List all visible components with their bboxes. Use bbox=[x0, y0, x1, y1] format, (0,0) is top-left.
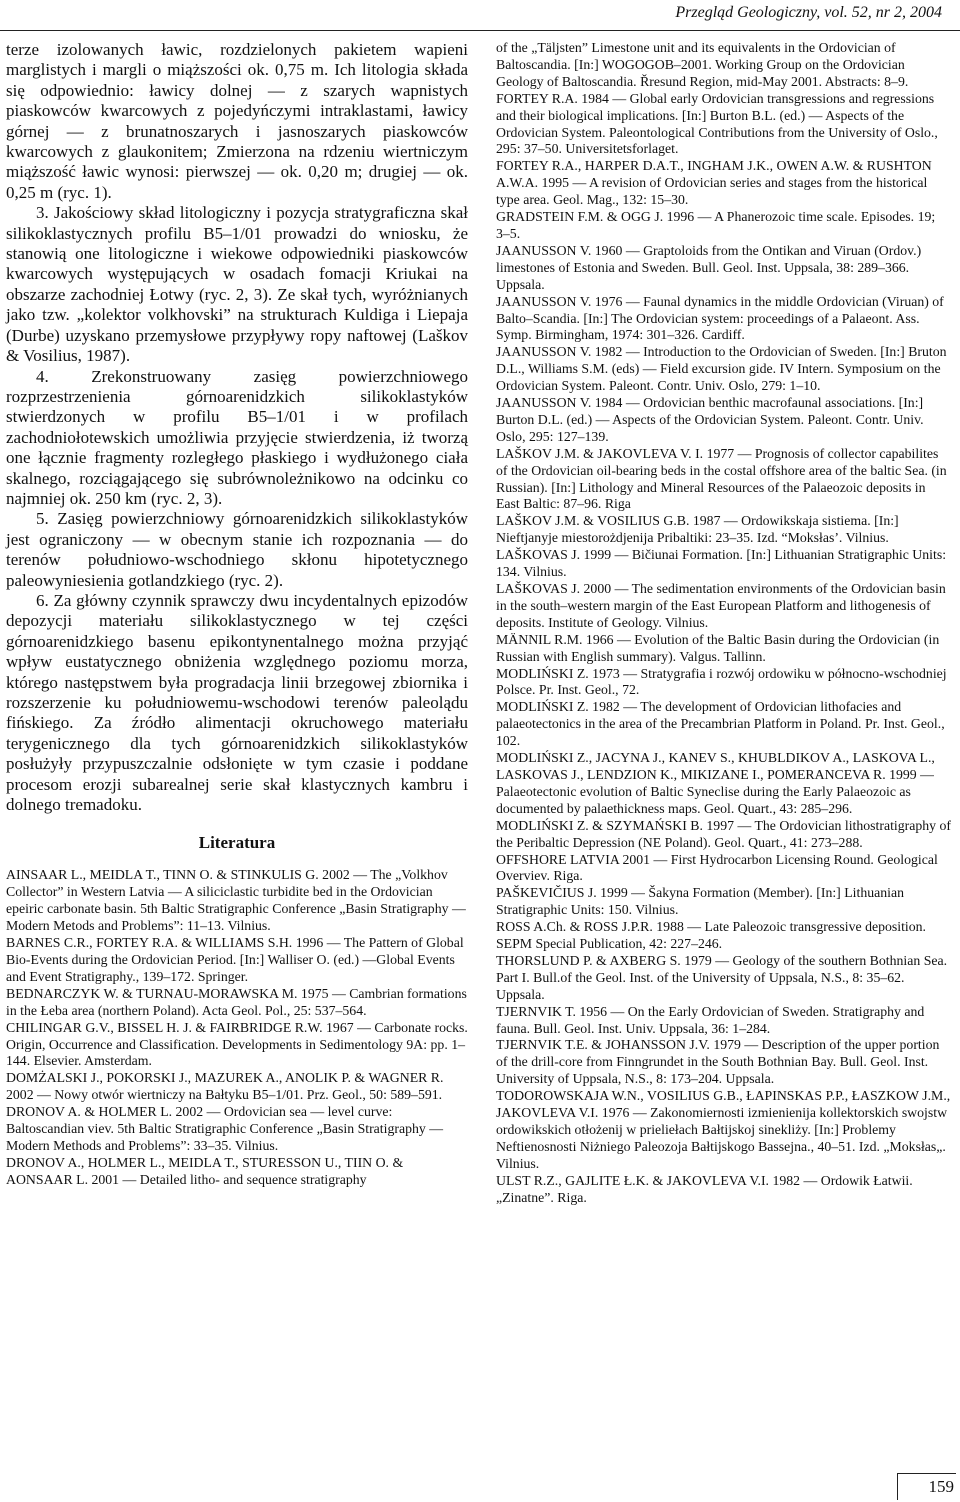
reference-entry: DRONOV A. & HOLMER L. 2002 — Ordovician sea — level curve: Baltoscandian viev. 5th Baltic Stratigraphic Conference „Basin Stratigraphy — Modern Methods and Problems”: 33–35. Vilnius. bbox=[6, 1104, 444, 1153]
page-header bbox=[0, 0, 960, 31]
reference-entry: LAŠKOVAS J. 1999 — Bičiunai Formation. [In:] Lithuanian Stratigraphic Units: 134. Vilnius. bbox=[496, 547, 947, 580]
reference-entry: JAANUSSON V. 1982 — Introduction to the Ordovician of Sweden. [In:] Bruton D.L., Williams S.M. (eds) — Field excursion gide. IV Intern. Symposium on the Ordovician System. Paleont. Contr. Univ. Oslo, 279: 1–10. bbox=[496, 344, 947, 394]
reference-entry: DRONOV A., HOLMER L., MEIDLA T., STURESSON U., TIIN O. & AONSAAR L. 2001 — Detailed litho- and sequence stratigraphy bbox=[6, 1154, 404, 1187]
reference-entry: DOMŻALSKI J., POKORSKI J., MAZUREK A., ANOLIK P. & WAGNER R. 2002 — Nowy otwór wiertniczy na Bałtyku B5–1/01. Prz. Geol., 50: 589–591. bbox=[6, 1070, 444, 1103]
reference-entry: TODOROWSKAJA W.N., VOSILIUS G.B., ŁAPINSKAS P.P., ŁASZKOW J.M., JAKOVLEVA V.I. 1976 — Zakonomiernosti izmienienija kollektorskich swojstw ordowikskich otłożenij w prieliełach Bałtijskoj sinekliży. [In:] Problemy Neftienosnosti Niżniego Paleozoja Bałtijskogo Bassejna., 40–51. Izd. „Moksłas„. Vilnius. bbox=[496, 1088, 951, 1171]
reference-entry: MODLIŃSKI Z. 1982 — The development of Ordovician lithofacies and palaeotectonics in the area of the Precambrian Platform in Poland. Pr. Inst. Geol., 102. bbox=[496, 699, 945, 749]
reference-entry: OFFSHORE LATVIA 2001 — First Hydrocarbon Licensing Round. Geological Overviev. Riga. bbox=[496, 851, 938, 884]
reference-entry: MODLIŃSKI Z. & SZYMAŃSKI B. 1997 — The Ordovician lithostratigraphy of the Peribaltic Depression (NE Poland). Geol. Quart., 41: 273–288. bbox=[496, 817, 952, 850]
reference-entry: CHILINGAR G.V., BISSEL H. J. & FAIRBRIDGE R.W. 1967 — Carbonate rocks. Origin, Occurrence and Classification. Developments in Sedimentology 9A: pp. 1–144. Elsevier. Amsterdam. bbox=[6, 1019, 468, 1069]
paragraph-5: 5. Zasięg powierzchniowy górnoarenidzkich silikoklastyków jest ograniczony — w obecnym stanie ich rozpoznania — do terenów południowo-wschodniego skłonu hipotetycznego paleowyniesienia gotlandzkiego (ryc. 2). bbox=[6, 509, 468, 590]
reference-entry: JAANUSSON V. 1984 — Ordovician benthic macrofaunal associations. [In:] Burton D.L. (ed.) — Aspects of the Ordovician System. Paleont. Contr. Univ. Oslo, 295: 127–139. bbox=[496, 395, 924, 444]
right-column bbox=[496, 40, 952, 1207]
journal-title: Przegląd Geologiczny, vol. 52, nr 2, 2004 bbox=[675, 4, 942, 21]
reference-entry: MODLIŃSKI Z., JACYNA J., KANEV S., KHUBLDIKOV A., LASKOVA L., LASKOVAS J., LENDZION K., MIKIZANE I., POMERANCEVA R. 1999 — Palaeotectonic evolution of Baltic Syneclise during the Early Palaeozoic as documented by palaethickness maps. Geol. Quart., 43: 285–296. bbox=[496, 750, 935, 816]
reference-entry: TJERNVIK T. 1956 — On the Early Ordovician of Sweden. Stratigraphy and fauna. Bull. Geol. Inst. Univ. Uppsala, 36: 1–284. bbox=[496, 1003, 925, 1036]
reference-entry: LAŠKOVAS J. 2000 — The sedimentation environments of the Ordovician basin in the south–western margin of the East European Platform and lithogenesis of deposits. Institute of Geology. Vilnius. bbox=[496, 581, 946, 630]
paragraph-4: 4. Zrekonstruowany zasięg powierzchniowego rozprzestrzenienia górnoarenidzkich silikoklastyków stwierdzonych w profilu B5–1/01 i w profilach zachodniołotewskich umożliwia przyjęcie stwierdzenia, iż tworzą one łącznie fragmenty rozległego płaskiego i wydłużonego ciała skalnego, rozciągającego się subrównoleżnikowo na odcinku co najmniej ok. 250 km (ryc. 2, 3). bbox=[6, 366, 468, 508]
reference-entry: LAŠKOV J.M. & JAKOVLEVA V. I. 1977 — Prognosis of collector capabilites of the Ordovician oil-bearing beds in the costal offshore area of the baltic Sea. (in Russian). [In:] Lithology and Mineral Resources of the Palaeozoic deposits in East Baltic: 87–96. Riga bbox=[496, 445, 947, 512]
reference-entry: ULST R.Z., GAJLITE Ł.K. & JAKOVLEVA V.I. 1982 — Ordowik Łatwii. „Zinatne”. Riga. bbox=[496, 1172, 913, 1205]
reference-entry: PAŠKEVIČIUS J. 1999 — Šakyna Formation (Member). [In:] Lithuanian Stratigraphic Units: 150. Vilnius. bbox=[496, 885, 904, 918]
reference-entry: TJERNVIK T.E. & JOHANSSON J.V. 1979 — Description of the upper portion of the drill-core from Finngrundet in the South Bothnian Bay. Bull. Geol. Inst. University of Uppsala, N.S., 8: 173–204. Uppsala. bbox=[496, 1037, 940, 1087]
reference-entry: THORSLUND P. & AXBERG S. 1979 — Geology of the southern Bothnian Sea. Part I. Bull.of the Geol. Inst. of the University of Uppsala, N.S., 8: 35–62. Uppsala. bbox=[496, 952, 948, 1002]
reference-entry: LAŠKOV J.M. & VOSILIUS G.B. 1987 — Ordowikskaja sistiema. [In:] Nieftjanyje miestorożdjenija Pribaltiki: 23–35. Izd. “Moksłas’. Vilnius. bbox=[496, 513, 899, 546]
section-title-literatura: Literatura bbox=[198, 833, 276, 853]
reference-entry: JAANUSSON V. 1976 — Faunal dynamics in the middle Ordovician (Viruan) of Balto–Scandia. [In:] The Ordovician system: proceedings of a Palaeont. Ass. Symp. Birmingham, 1974: 301–326. Cardiff. bbox=[496, 293, 944, 343]
reference-list-right bbox=[496, 40, 952, 1207]
reference-entry: MÄNNIL R.M. 1966 — Evolution of the Baltic Basin during the Ordovician (in Russian with English summary). Valgus. Tallinn. bbox=[496, 631, 940, 664]
reference-entry: of the „Täljsten” Limestone unit and its equivalents in the Ordovician of Baltoscandia. [In:] WOGOGOB–2001. Working Group on the Ordovician Geology of Baltoscandia. Řresund Region, mid-May 2001. Abstracts: 8–9. bbox=[496, 40, 909, 89]
reference-entry: FORTEY R.A. 1984 — Global early Ordovician transgressions and regressions and their biological implications. [In:] Burton B.L. (ed.) — Aspects of the Ordovician System. Paleontological Contributions from the University of Oslo., 295: 37–50. Universitetsforlaget. bbox=[496, 90, 938, 157]
reference-entry: GRADSTEIN F.M. & OGG J. 1996 — A Phanerozoic time scale. Episodes. 19; 3–5. bbox=[496, 209, 936, 241]
page-number: 159 bbox=[897, 1473, 956, 1500]
reference-entry: BEDNARCZYK W. & TURNAU-MORAWSKA M. 1975 — Cambrian formations in the Łeba area (northern Poland). Acta Geol. Pol., 25: 537–564. bbox=[6, 985, 467, 1018]
paragraph-6: 6. Za główny czynnik sprawczy dwu incydentalnych epizodów depozycji materiału silikoklastycznego w tej części górnoarenidzkiego basenu epikontynentalnego można przyjąć wpływ eustatycznego obniżenia względnego poziomu morza, którego następstwem była progradacja linii brzegowej zbiornika i rozszerzenie ku południowemu-wschodowi terenów paleolądu fińskiego. Za źródło alimentacji okruchowego materiału terygenicznego dla tych górnoarenidzkich silikoklastyków posłużyły przypuszczalnie odsłonięte w tym czasie i poddane procesom erozji subarealnej serie skał klastycznych kambru i dolnego tremadoku. bbox=[6, 590, 468, 815]
reference-entry: AINSAAR L., MEIDLA T., TINN O. & STINKULIS G. 2002 — The „Volkhov Collector” in Western Latvia — A siliciclastic turbidite bed in the Ordovician epeiric carbonate basin. 5th Baltic Stratigraphic Conference „Basin Stratigraphy — Modern Metods and Problems”: 11–13. Vilnius. bbox=[6, 867, 466, 934]
reference-entry: BARNES C.R., FORTEY R.A. & WILLIAMS S.H. 1996 — The Pattern of Global Bio-Events during the Ordovician Period. [In:] Walliser O. (ed.) —Global Events and Event Stratigraphy., 139–172. Springer. bbox=[6, 935, 464, 984]
reference-list-left bbox=[6, 867, 468, 1188]
reference-entry: FORTEY R.A., HARPER D.A.T., INGHAM J.K., OWEN A.W. & RUSHTON A.W.A. 1995 — A revision of Ordovician series and stages from the historical type area. Geol. Mag., 132: 15–30. bbox=[496, 158, 932, 208]
paragraph-continued: terze izolowanych ławic, rozdzielonych pakietem wapieni marglistych i margli o miąższości ok. 0,75 m. Ich litologia składa się odpowiednio: ławicy dolnej — z szarych wapnistych piaskowców kwarcowych z pojedyńczymi intraklastami, ławicy górnej — z brunatnoszarych i jasnoszarych piaskowców kwarcowych z glaukonitem; Zmierzona na rdzeniu wiertniczym miąższość ławic wynosi: pierwszej — ok. 0,20 m; drugiej — ok. 0,25 m (ryc. 1). bbox=[6, 40, 468, 202]
left-column bbox=[6, 40, 468, 1189]
reference-entry: ROSS A.Ch. & ROSS J.P.R. 1988 — Late Paleozoic transgressive deposition. SEPM Special Publication, 42: 227–246. bbox=[496, 919, 927, 952]
paragraph-3: 3. Jakościowy skład litologiczny i pozycja stratygraficzna skał silikoklastycznych profilu B5–1/01 prowadzi do wniosku, że stanowią one litologiczne i wiekowe odpowiedniki piaskowców kwarcowych występujących w osadach fomacji Kriukai na obszarze zachodniej Łotwy (ryc. 2, 3). Ze skał tych, wyróżnianych jako tzw. „kolektor volkhovski” na strukturach Kuldiga i Liepaja (Durbe) uzyskano przemysłowe przypływy ropy naftowej (Laškov & Vosilius, 1987). bbox=[6, 203, 468, 366]
reference-entry: JAANUSSON V. 1960 — Graptoloids from the Ontikan and Viruan (Ordov.) limestones of Estonia and Sweden. Bull. Geol. Inst. Uppsala, 38: 289–366. Uppsala. bbox=[496, 242, 922, 292]
reference-entry: MODLIŃSKI Z. 1973 — Stratygrafia i rozwój ordowiku w północno-wschodniej Polsce. Pr. Inst. Geol., 72. bbox=[496, 665, 947, 698]
